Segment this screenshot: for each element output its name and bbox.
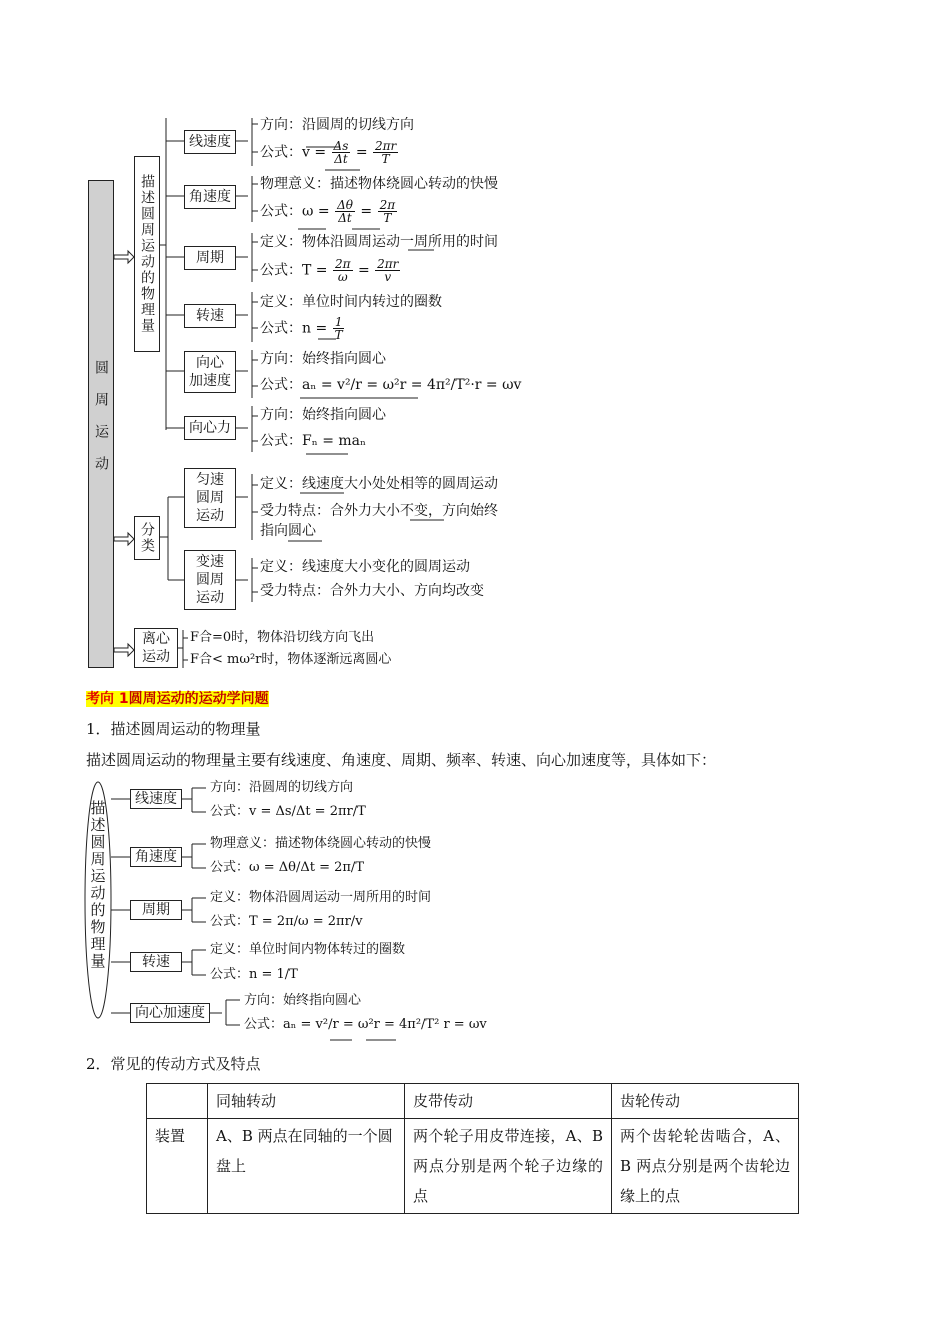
- node-label: 向心: [196, 355, 224, 371]
- second-acc-formula: 公式：aₙ = v²/r = ω²r = 4π²/T² r = ωv: [244, 1017, 487, 1032]
- table-header-row: [147, 1084, 799, 1119]
- node-label: 周期: [142, 902, 170, 918]
- frac-den: v: [384, 270, 392, 284]
- frac-den: Δt: [338, 211, 352, 225]
- group-label-classification: 分类: [139, 522, 155, 554]
- formula-prefix: 公式：ω =: [260, 203, 330, 220]
- table-cell: 两个轮子用皮带连接，A、B 两点分别是两个轮子边缘的点: [405, 1119, 612, 1214]
- centrifugal-line1: F合=0时，物体沿切线方向飞出: [190, 630, 375, 645]
- centrifugal-line2: F合< mω²r时，物体逐渐远离圆心: [190, 652, 392, 667]
- av-meaning: 物理意义：描述物体绕圆心转动的快慢: [260, 176, 498, 192]
- table-row: [147, 1119, 799, 1214]
- second-lv-direction: 方向：沿圆周的切线方向: [210, 780, 354, 795]
- node-label: 线速度: [189, 134, 231, 150]
- second-speed-definition: 定义：单位时间内物体转过的圈数: [210, 942, 406, 957]
- frac-den: Δt: [334, 152, 348, 166]
- second-node-linear-velocity: [130, 789, 182, 809]
- section1-title: 1．描述圆周运动的物理量: [86, 720, 261, 738]
- node-label: 加速度: [189, 373, 231, 389]
- acc-formula: 公式：aₙ = v²/r = ω²r = 4π²/T²·r = ωv: [260, 377, 522, 393]
- second-speed-formula: 公式：n = 1/T: [210, 967, 298, 982]
- formula-prefix: 公式：n =: [260, 320, 328, 337]
- frac-num: Δθ: [337, 198, 353, 212]
- frac-den: T: [334, 328, 343, 342]
- section1-intro: 描述圆周运动的物理量主要有线速度、角速度、周期、频率、转速、向心加速度等，具体如下：: [86, 751, 717, 769]
- node-label: 向心加速度: [135, 1005, 205, 1021]
- nonuniform-definition: 定义：线速度大小变化的圆周运动: [260, 559, 470, 575]
- speed-definition: 定义：单位时间内转过的圈数: [260, 294, 442, 310]
- second-acc-direction: 方向：始终指向圆心: [244, 993, 362, 1008]
- node-label: 圆周: [196, 490, 224, 506]
- frac-den: T: [383, 211, 392, 225]
- node-label: 向心力: [189, 420, 231, 436]
- second-root-label: 描述圆周运动的物理量: [88, 800, 107, 970]
- transmission-table: [146, 1083, 799, 1214]
- uniform-force-line1: 受力特点：合外力大小不变，方向始终: [260, 503, 498, 519]
- group-label-quantities: 描述圆周运动的物理量: [139, 174, 155, 334]
- formula-prefix: 公式：v =: [260, 144, 327, 161]
- second-av-formula: 公式：ω = Δθ/Δt = 2π/T: [210, 860, 364, 875]
- frac-num: 1: [334, 315, 343, 329]
- frac-num: 2πr: [375, 139, 397, 153]
- table-header-cell: 齿轮传动: [612, 1084, 799, 1119]
- table-cell: 两个齿轮轮齿啮合，A、B 两点分别是两个齿轮边缘上的点: [612, 1119, 799, 1214]
- equals: =: [357, 262, 370, 279]
- frac-den: ω: [337, 270, 348, 284]
- frac-num: 2π: [334, 257, 351, 271]
- acc-direction: 方向：始终指向圆心: [260, 351, 386, 367]
- node-label: 变速: [196, 554, 224, 570]
- node-label: 匀速: [196, 472, 224, 488]
- node-label: 角速度: [135, 849, 177, 865]
- second-node-period: [130, 900, 182, 920]
- force-formula: 公式：Fₙ = maₙ: [260, 433, 367, 449]
- second-lv-formula: 公式：v = Δs/Δt = 2πr/T: [210, 804, 366, 819]
- section2-title: 2．常见的传动方式及特点: [86, 1055, 261, 1073]
- equals: =: [355, 144, 368, 161]
- node-label: 转速: [196, 308, 224, 324]
- node-label: 角速度: [189, 189, 231, 205]
- node-label: 运动: [196, 508, 224, 524]
- node-label: 运动: [196, 590, 224, 606]
- table-header-cell: 同轴转动: [208, 1084, 405, 1119]
- table-cell: A、B 两点在同轴的一个圆盘上: [208, 1119, 405, 1214]
- uniform-force-line2: 指向圆心: [260, 523, 316, 539]
- frac-num: 2π: [379, 198, 396, 212]
- kaoxiang-title: 圆周运动的运动学问题: [128, 691, 269, 707]
- node-label: 周期: [196, 250, 224, 266]
- frac-num: Δs: [333, 139, 349, 153]
- nonuniform-force: 受力特点：合外力大小、方向均改变: [260, 583, 484, 599]
- table-cell: 装置: [147, 1119, 208, 1214]
- table-header-cell: 皮带传动: [405, 1084, 612, 1119]
- node-label: 线速度: [135, 791, 177, 807]
- frac-num: 2πr: [377, 257, 399, 271]
- period-definition: 定义：物体沿圆周运动一周所用的时间: [260, 234, 498, 250]
- second-period-definition: 定义：物体沿圆周运动一周所用的时间: [210, 890, 432, 905]
- second-node-speed: [130, 952, 182, 972]
- force-direction: 方向：始终指向圆心: [260, 407, 386, 423]
- root-label: 圆周运动: [93, 360, 109, 488]
- equals: =: [360, 203, 373, 220]
- second-av-meaning: 物理意义：描述物体绕圆心转动的快慢: [210, 836, 432, 851]
- node-label: 转速: [142, 954, 170, 970]
- frac-den: T: [381, 152, 390, 166]
- group-label-centrifugal: 离心运动: [142, 631, 170, 665]
- second-node-acceleration: [130, 1003, 210, 1023]
- formula-prefix: 公式：T =: [260, 262, 328, 279]
- kaoxiang-tag: 考向 1: [86, 691, 129, 707]
- second-node-angular-velocity: [130, 847, 182, 867]
- node-label: 圆周: [196, 572, 224, 588]
- table-header-cell: [147, 1084, 208, 1119]
- uniform-definition: 定义：线速度大小处处相等的圆周运动: [260, 476, 498, 492]
- second-root-label-wrap: [86, 800, 110, 996]
- lv-direction: 方向：沿圆周的切线方向: [260, 117, 414, 133]
- second-period-formula: 公式：T = 2π/ω = 2πr/v: [210, 914, 363, 929]
